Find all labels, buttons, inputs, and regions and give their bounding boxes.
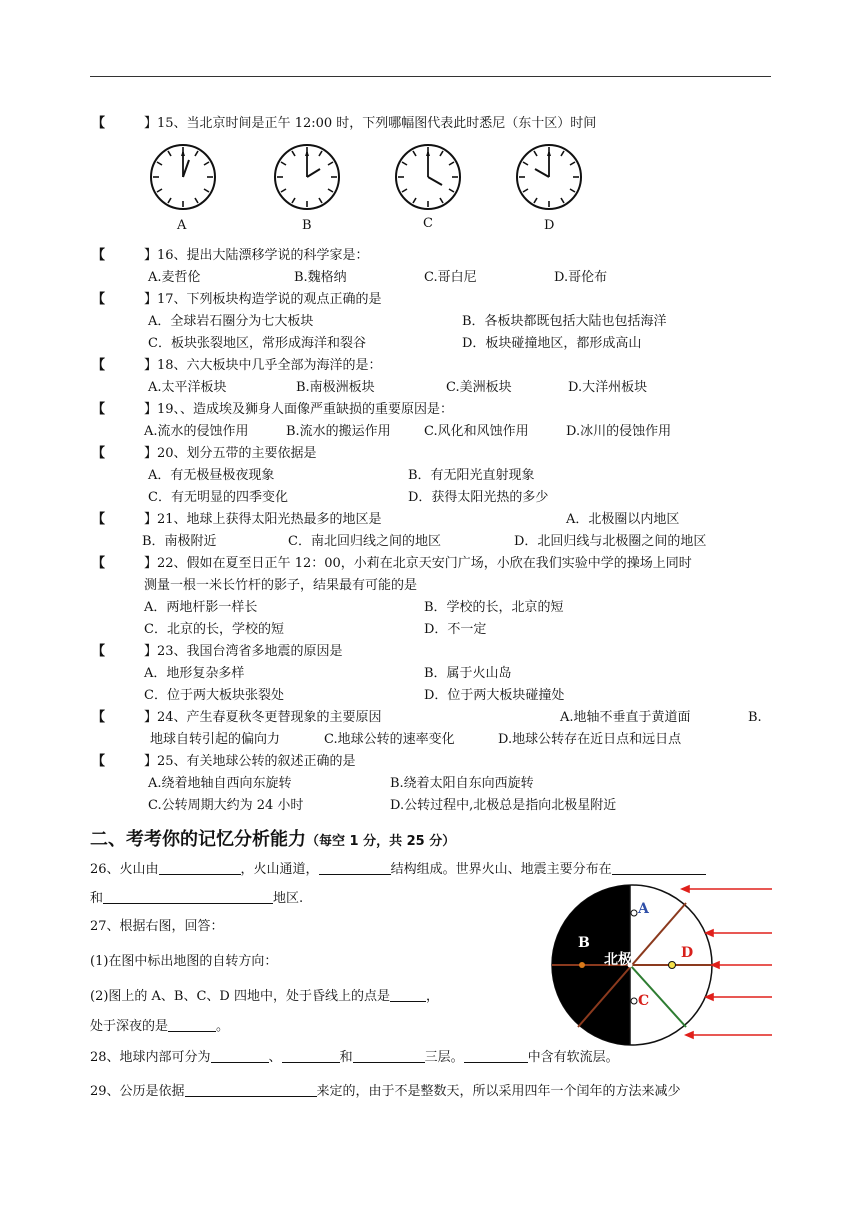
- option-b: B.南极洲板块: [296, 380, 375, 395]
- option-b: B.魏格纳: [294, 270, 347, 285]
- question-19-stem: 】19、、造成埃及狮身人面像严重缺损的重要原因是：: [144, 402, 454, 417]
- section-heading: [90, 825, 455, 851]
- answer-bracket-open[interactable]: 【: [92, 248, 106, 263]
- clock-label-b: B: [302, 218, 312, 233]
- point-label-c: C: [638, 993, 650, 1009]
- question-18-stem: 】18、六大板块中几乎全部为海洋的是：: [144, 358, 382, 373]
- option-b: B．南极附近: [142, 534, 217, 549]
- option-b-marker: B.: [748, 710, 762, 725]
- answer-bracket-open[interactable]: 【: [92, 512, 106, 527]
- blank-input[interactable]: [168, 1017, 216, 1032]
- option-a: A．全球岩石圈分为七大板块: [148, 314, 314, 329]
- option-a: A.流水的侵蚀作用: [144, 424, 249, 439]
- option-c: C．有无明显的四季变化: [148, 490, 288, 505]
- blank-input[interactable]: [464, 1048, 528, 1063]
- question-23-stem: 】23、我国台湾省多地震的原因是: [144, 644, 343, 659]
- option-a: A.麦哲伦: [148, 270, 201, 285]
- option-d: D．获得太阳光热的多少: [408, 490, 549, 505]
- question-26-cont: 和 地区.: [90, 891, 304, 906]
- point-label-a: A: [638, 901, 649, 917]
- option-d: D.哥伦布: [554, 270, 608, 285]
- clock-d: [514, 142, 584, 212]
- question-26: 26、火山由 ，火山通道， 结构组成。世界火山、地震主要分布在: [90, 860, 706, 879]
- blank-input[interactable]: [353, 1048, 425, 1063]
- option-c: C．位于两大板块张裂处: [144, 688, 284, 703]
- question-25-stem: 】25、有关地球公转的叙述正确的是: [144, 754, 356, 769]
- option-d: D．板块碰撞地区，都形成高山: [462, 336, 642, 351]
- option-d: D．位于两大板块碰撞处: [424, 688, 565, 703]
- question-27-part-2: (2)图上的 A、B、C、D 四地中，处于昏线上的点是 ，: [90, 989, 440, 1004]
- north-pole-label: 北极: [604, 952, 632, 968]
- option-a: A．两地杆影一样长: [144, 600, 258, 615]
- answer-bracket-open[interactable]: 【: [92, 446, 106, 461]
- question-28: 28、地球内部可分为 、 和 三层。 中含有软流层。: [90, 1050, 619, 1065]
- question-27-part-1: (1)在图中标出地图的自转方向：: [90, 954, 278, 969]
- question-16-stem: 】16、提出大陆漂移学说的科学家是：: [144, 248, 369, 263]
- option-a: A.地轴不垂直于黄道面: [560, 710, 691, 725]
- option-c: C.公转周期大约为 24 小时: [148, 798, 304, 813]
- option-b: 地球自转引起的偏向力: [150, 732, 281, 747]
- option-d: D.公转过程中,北极总是指向北极星附近: [390, 798, 617, 813]
- blank-input[interactable]: [103, 889, 273, 904]
- option-d: D.地球公转存在近日点和远日点: [498, 732, 682, 747]
- clock-label-a: A: [177, 218, 187, 233]
- question-22-stem-cont: 测量一根一米长竹杆的影子，结果最有可能的是: [144, 578, 418, 593]
- option-b: B．学校的长，北京的短: [424, 600, 564, 615]
- answer-bracket-open[interactable]: 【: [92, 644, 106, 659]
- blank-input[interactable]: [390, 987, 426, 1002]
- option-b: B．有无阳光直射现象: [408, 468, 535, 483]
- question-17-stem: 】17、下列板块构造学说的观点正确的是: [144, 292, 382, 307]
- option-c: C.地球公转的速率变化: [324, 732, 455, 747]
- question-29: 29、公历是依据 来定的，由于不是整数天，所以采用四年一个闰年的方法来减少: [90, 1084, 681, 1099]
- earth-polar-diagram: [548, 875, 774, 1047]
- answer-bracket-open[interactable]: 【: [92, 116, 106, 131]
- option-c: C.美洲板块: [446, 380, 512, 395]
- clock-a: [148, 142, 218, 212]
- option-c: C．南北回归线之间的地区: [288, 534, 441, 549]
- question-21-stem: 】21、地球上获得太阳光热最多的地区是: [144, 512, 382, 527]
- answer-bracket-open[interactable]: 【: [92, 402, 106, 417]
- clock-c: [393, 142, 463, 212]
- question-27: 27、根据右图，回答：: [90, 919, 224, 934]
- option-d: D.大洋州板块: [568, 380, 648, 395]
- option-a: A.太平洋板块: [148, 380, 227, 395]
- answer-bracket-open[interactable]: 【: [92, 358, 106, 373]
- blank-input[interactable]: [211, 1048, 269, 1063]
- blank-input[interactable]: [159, 860, 241, 875]
- option-d: D．北回归线与北极圈之间的地区: [514, 534, 707, 549]
- option-a: A．有无极昼极夜现象: [148, 468, 275, 483]
- option-a: A.绕着地轴自西向东旋转: [148, 776, 292, 791]
- point-label-d: D: [681, 945, 694, 961]
- option-d: D.冰川的侵蚀作用: [566, 424, 672, 439]
- option-c: C.哥白尼: [424, 270, 477, 285]
- header-rule: [90, 76, 771, 77]
- blank-input[interactable]: [612, 860, 706, 875]
- question-15-stem: 】15、当北京时间是正午 12:00 时，下列哪幅图代表此时悉尼（东十区）时间: [144, 116, 597, 131]
- clock-b: [272, 142, 342, 212]
- option-d: D．不一定: [424, 622, 487, 637]
- answer-bracket-open[interactable]: 【: [92, 710, 106, 725]
- option-c: C.风化和风蚀作用: [424, 424, 529, 439]
- option-b: B．各板块都既包括大陆也包括海洋: [462, 314, 667, 329]
- option-a: A．北极圈以内地区: [566, 512, 680, 527]
- point-label-b: B: [578, 935, 590, 951]
- answer-bracket-open[interactable]: 【: [92, 556, 106, 571]
- option-c: C．北京的长，学校的短: [144, 622, 284, 637]
- clock-label-c: C: [423, 216, 433, 231]
- blank-input[interactable]: [185, 1082, 317, 1097]
- blank-input[interactable]: [319, 860, 391, 875]
- clock-label-d: D: [544, 218, 555, 233]
- answer-bracket-open[interactable]: 【: [92, 754, 106, 769]
- option-b: B.流水的搬运作用: [286, 424, 391, 439]
- option-b: B．属于火山岛: [424, 666, 512, 681]
- option-c: C．板块张裂地区，常形成海洋和裂谷: [148, 336, 366, 351]
- answer-bracket-open[interactable]: 【: [92, 292, 106, 307]
- blank-input[interactable]: [282, 1048, 340, 1063]
- section-score: （每空 1 分，共 25 分）: [306, 834, 456, 849]
- section-title: 二、考考你的记忆分析能力: [90, 829, 306, 850]
- option-a: A．地形复杂多样: [144, 666, 245, 681]
- question-22-stem: 】22、假如在夏至日正午 12：00，小莉在北京天安门广场，小欣在我们实验中学的操场上同时: [144, 556, 692, 571]
- question-20-stem: 】20、划分五带的主要依据是: [144, 446, 317, 461]
- question-24-stem: 】24、产生春夏秋冬更替现象的主要原因: [144, 710, 382, 725]
- question-27-part-3: 处于深夜的是 。: [90, 1019, 230, 1034]
- option-b: B.绕着太阳自东向西旋转: [390, 776, 534, 791]
